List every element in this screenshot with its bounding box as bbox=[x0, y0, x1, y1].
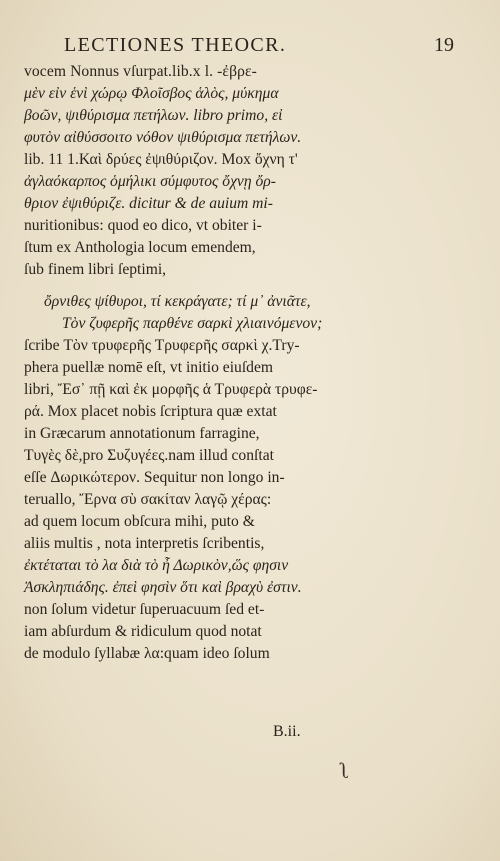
text-line-1: vocem Nonnus vſurpat.lib.x l. -ἐβρε- bbox=[24, 63, 257, 80]
signature-mark: B.ii. bbox=[273, 723, 301, 740]
text-line-17: in Græcarum annotationum farragine, bbox=[24, 425, 260, 442]
text-line-11: ὄρνιθες ψίθυροι, τί κεκράγατε; τί μ᾽ ἀνιᾶτε, bbox=[44, 293, 311, 310]
text-line-13: ſcribe Τὸν τρυφερῆς Τρυφερῆς σαρκὶ χ.Try- bbox=[24, 337, 300, 354]
text-line-10: ſub finem libri ſeptimi, bbox=[24, 261, 167, 278]
text-line-8: nuritionibus: quod eo dico, vt obiter i- bbox=[24, 217, 262, 234]
text-line-6: ἀγλαόκαρπος ὁμήλικι σύμφυτος ὄχνῃ ὄρ- bbox=[24, 173, 276, 190]
text-line-23: ἐκτέταται τὸ λα διὰ τὸ ἦ Δωρικὸν,ὥς φησιν bbox=[24, 557, 289, 574]
text-line-16: ρά. Mox placet nobis ſcriptura quæ extat bbox=[24, 403, 277, 420]
text-line-9: ſtum ex Anthologia locum emendem, bbox=[24, 239, 256, 256]
text-line-25: non ſolum videtur ſuperuacuum ſed et- bbox=[24, 601, 265, 618]
text-line-18: Τυγὲς δὲ,pro Συζυγέες.nam illud conſtat bbox=[24, 447, 274, 464]
text-line-3: βοῶν, ψιθύρισμα πετήλων. libro primo, εἰ bbox=[24, 107, 283, 124]
text-line-5: lib. 11 1.Καὶ δρύες ἐψιθύριζον. Mox ὄχνη τ' bbox=[24, 151, 298, 168]
text-line-26: iam abſurdum & ridiculum quod notat bbox=[24, 623, 262, 640]
text-line-4: φυτὸν αἰθύσσοιτο νόθον ψιθύρισμα πετήλων. bbox=[24, 129, 302, 146]
text-line-15: libri, Ἔσ᾽ πῇ καὶ ἐκ μορφῆς ἁ Τρυφερὰ τρυφε- bbox=[24, 381, 318, 398]
text-line-20: teruallo, Ἔρνα σὺ σακίταν λαγῷ χέρας: bbox=[24, 491, 272, 508]
page-header bbox=[64, 34, 454, 60]
text-line-22: aliis multis , nota interpretis ſcribentis, bbox=[24, 535, 265, 552]
text-line-27: de modulo ſyllabæ λα:quam ideo ſolum bbox=[24, 645, 270, 662]
running-head: LECTIONES THEOCR. bbox=[64, 34, 287, 56]
text-line-24: Ἀσκληπιάδης. ἐπεὶ φησὶν ὅτι καὶ βραχὺ ἐστιν. bbox=[24, 579, 302, 596]
text-line-2: μὲν εἰν ἑνὶ χώρῳ Φλοῖσβος ἁλὸς, μύκημα bbox=[24, 85, 279, 102]
text-line-19: eſſe Δωρικώτερον. Sequitur non longo in- bbox=[24, 469, 285, 486]
text-line-7: θριον ἐψιθύριζε. dicitur & de auium mi- bbox=[24, 195, 273, 212]
text-line-21: ad quem locum obſcura mihi, puto & bbox=[24, 513, 255, 530]
text-line-12: Τὸν ζυφερῆς παρθένε σαρκὶ χλιαινόμενον; bbox=[62, 315, 323, 332]
ink-mark: ʅ bbox=[340, 758, 350, 783]
page-number: 19 bbox=[434, 34, 454, 56]
text-line-14: phera puellæ nomē eſt, vt initio eiuſdem bbox=[24, 359, 274, 376]
